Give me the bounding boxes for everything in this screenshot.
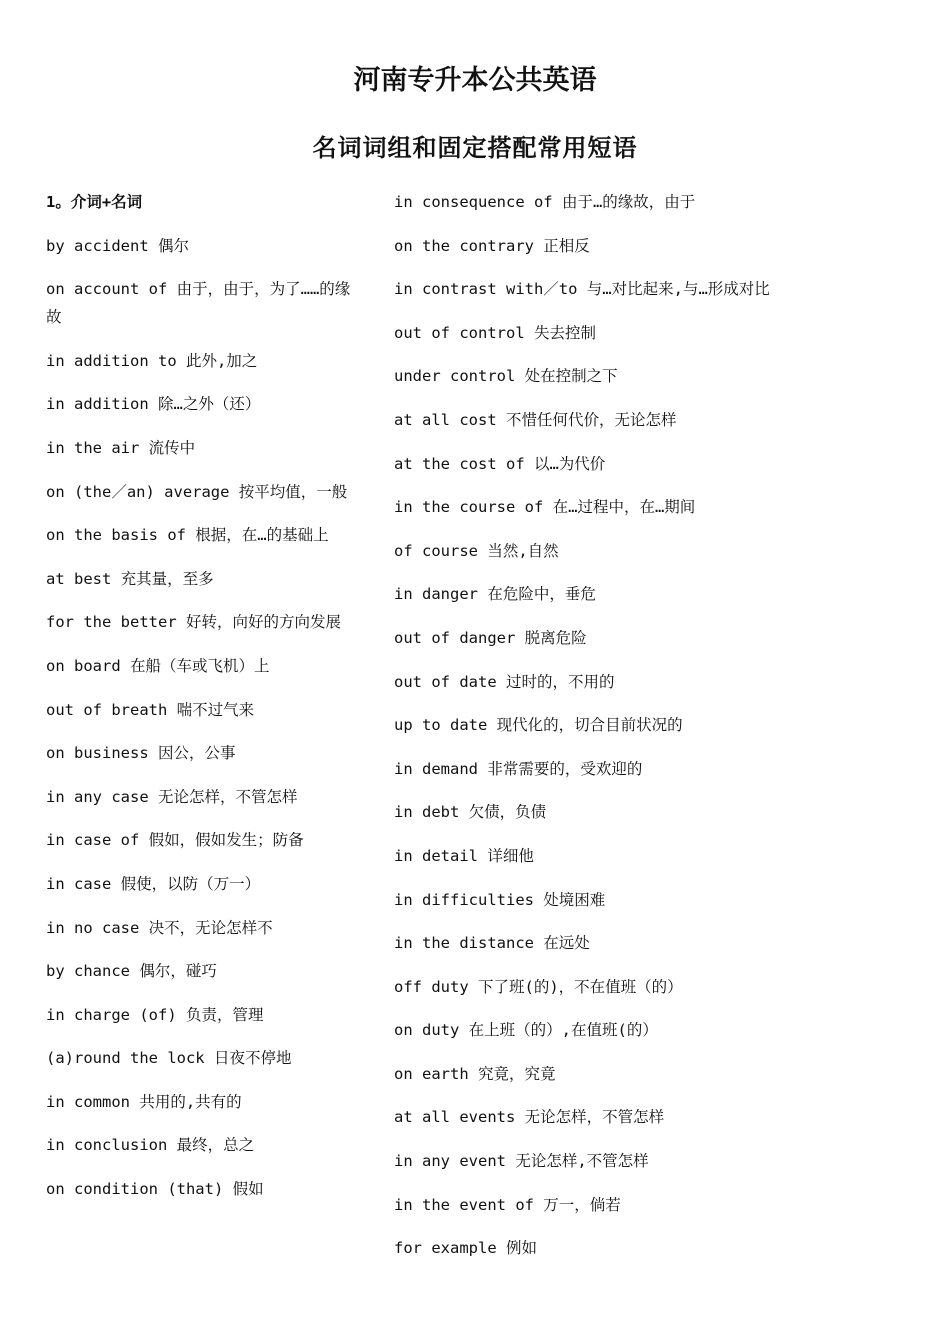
phrase-entry: in difficulties 处境困难 bbox=[394, 890, 606, 909]
document-title: 河南专升本公共英语 bbox=[353, 65, 597, 96]
phrase-entry: up to date 现代化的，切合目前状况的 bbox=[394, 716, 683, 735]
right-column bbox=[394, 188, 834, 1278]
phrase-entry: at best 充其量，至多 bbox=[46, 569, 214, 588]
phrase-entry: out of breath 喘不过气来 bbox=[46, 700, 255, 719]
phrase-entry: off duty 下了班(的)，不在值班（的） bbox=[394, 977, 683, 996]
phrase-entry: in debt 欠债，负债 bbox=[394, 803, 547, 822]
phrase-entry: for example 例如 bbox=[394, 1239, 537, 1258]
phrase-entry: at all cost 不惜任何代价，无论怎样 bbox=[394, 410, 677, 429]
section-heading: 1。介词+名词 bbox=[46, 193, 143, 211]
phrase-entry: on condition (that) 假如 bbox=[46, 1180, 264, 1199]
phrase-entry: on duty 在上班（的）,在值班(的） bbox=[394, 1021, 658, 1040]
phrase-entry: on earth 究竟，究竟 bbox=[394, 1064, 556, 1083]
phrase-entry: on (the／an) average 按平均值，一般 bbox=[46, 482, 348, 501]
phrase-entry: in demand 非常需要的，受欢迎的 bbox=[394, 759, 643, 778]
phrase-entry: on account of 由于，由于，为了……的缘故 bbox=[46, 280, 351, 327]
phrase-entry: in common 共用的,共有的 bbox=[46, 1092, 242, 1111]
left-column bbox=[46, 188, 364, 1219]
phrase-entry: in the air 流传中 bbox=[46, 438, 196, 457]
phrase-entry: in any event 无论怎样,不管怎样 bbox=[394, 1152, 649, 1171]
phrase-entry: on the basis of 根据，在…的基础上 bbox=[46, 526, 329, 545]
phrase-entry: in the distance 在远处 bbox=[394, 934, 590, 953]
phrase-entry: in no case 决不，无论怎样不 bbox=[46, 918, 273, 937]
phrase-entry: at the cost of 以…为代价 bbox=[394, 454, 606, 473]
phrase-entry: in danger 在危险中，垂危 bbox=[394, 585, 596, 604]
phrase-entry: for the better 好转，向好的方向发展 bbox=[46, 613, 341, 632]
phrase-entry: out of control 失去控制 bbox=[394, 323, 596, 342]
phrase-entry: by accident 偶尔 bbox=[46, 236, 189, 255]
phrase-entry: out of danger 脱离危险 bbox=[394, 628, 587, 647]
phrase-entry: in charge (of) 负责，管理 bbox=[46, 1005, 264, 1024]
phrase-entry: on board 在船（车或飞机）上 bbox=[46, 656, 270, 675]
phrase-entry: in conclusion 最终，总之 bbox=[46, 1136, 255, 1155]
phrase-entry: in detail 详细他 bbox=[394, 846, 534, 865]
phrase-entry: of course 当然,自然 bbox=[394, 541, 559, 560]
phrase-entry: in any case 无论怎样，不管怎样 bbox=[46, 787, 298, 806]
document-subtitle: 名词词组和固定搭配常用短语 bbox=[312, 133, 638, 162]
phrase-entry: in the course of 在…过程中，在…期间 bbox=[394, 498, 696, 517]
phrase-entry: in addition 除…之外（还） bbox=[46, 395, 261, 414]
phrase-entry: in consequence of 由于…的缘故，由于 bbox=[394, 193, 696, 211]
phrase-entry: in the event of 万一，倘若 bbox=[394, 1195, 621, 1214]
phrase-entry: in addition to 此外,加之 bbox=[46, 351, 258, 370]
phrase-entry: under control 处在控制之下 bbox=[394, 367, 618, 386]
phrase-entry: by chance 偶尔，碰巧 bbox=[46, 962, 217, 981]
phrase-entry: at all events 无论怎样，不管怎样 bbox=[394, 1108, 665, 1127]
phrase-entry: on the contrary 正相反 bbox=[394, 236, 590, 255]
phrase-entry: in contrast with／to 与…对比起来,与…形成对比 bbox=[394, 280, 770, 299]
phrase-entry: on business 因公，公事 bbox=[46, 744, 236, 763]
phrase-entry: (a)round the lock 日夜不停地 bbox=[46, 1049, 292, 1068]
phrase-entry: out of date 过时的，不用的 bbox=[394, 672, 615, 691]
phrase-entry: in case 假使，以防（万一） bbox=[46, 874, 261, 893]
phrase-entry: in case of 假如，假如发生；防备 bbox=[46, 831, 304, 850]
